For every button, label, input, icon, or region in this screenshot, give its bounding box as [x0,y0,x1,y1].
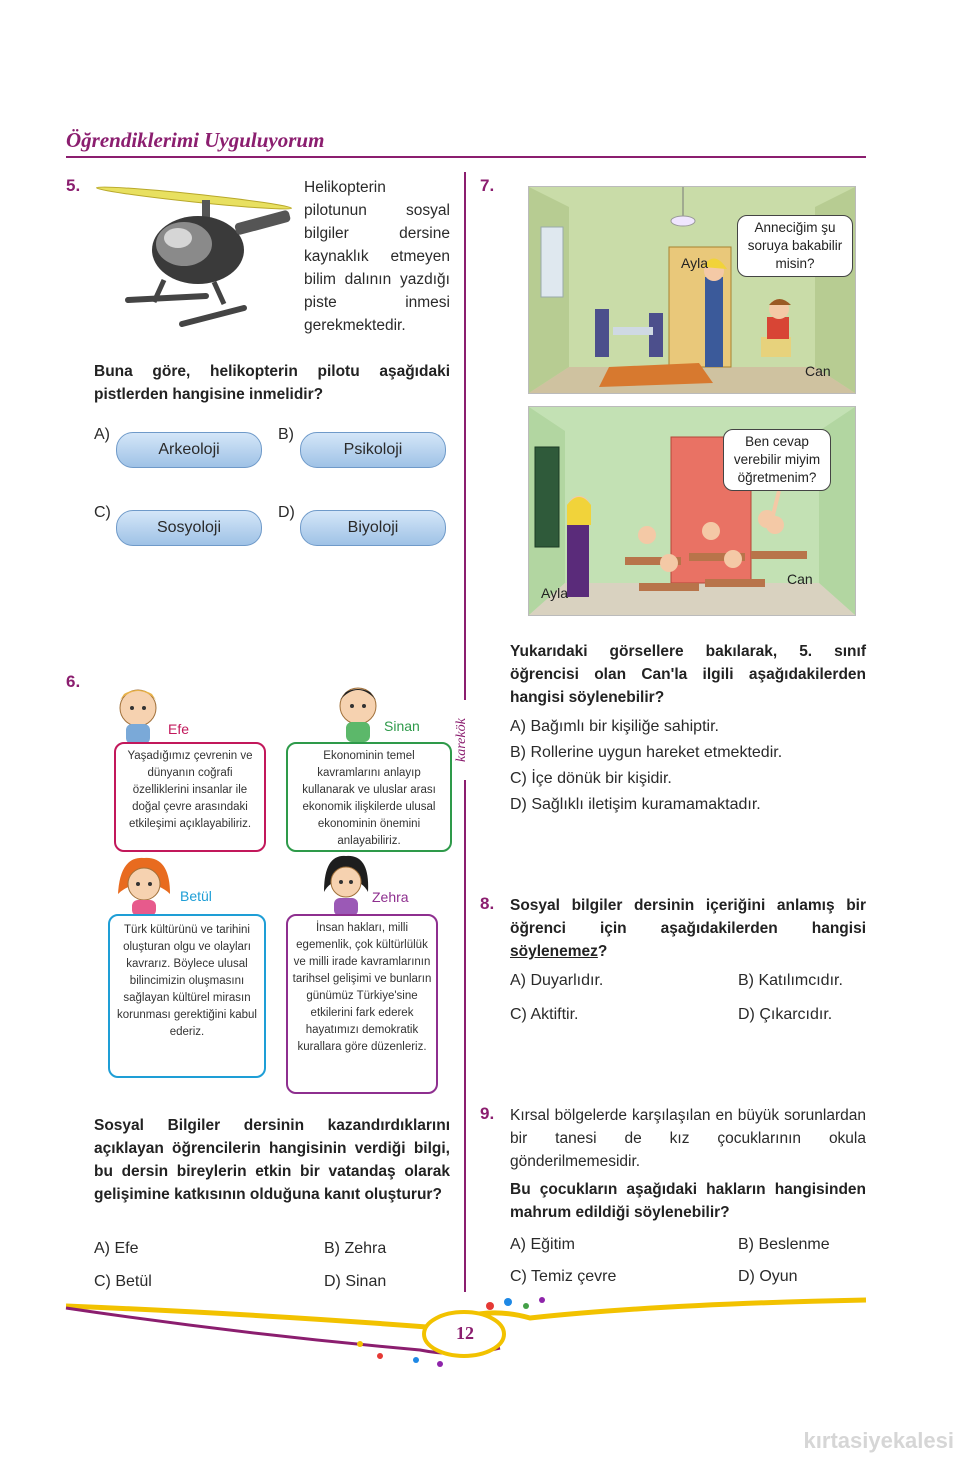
student-name-efe: Efe [168,721,190,737]
question-intro: Kırsal bölgelerde karşılaşılan en büyük sorunlardan bir tanesi de kız çocuklarının okula gönderilmemesidir. [510,1107,866,1170]
page-number: 12 [456,1323,474,1343]
option-c[interactable]: C) Temiz çevre [510,1268,617,1285]
student-zehra-statement: İnsan hakları, milli egemenlik, çok kültürlülük ve milli irade kavramlarının tarihsel gelişimi ve bunların günümüz Türkiye'sine etkilerini fark ederek hayatımızı demokratik kurallara göre düzenleriz. [286,914,438,1094]
option-a[interactable]: A) Duyarlıdır. [510,972,604,989]
student-betul-avatar [110,854,176,916]
option-d[interactable]: D) Sinan [324,1273,387,1290]
option-c[interactable]: C) Aktiftir. [510,1006,579,1023]
option-d-pill[interactable]: Biyoloji [300,510,446,546]
option-a-pill[interactable]: Arkeoloji [116,432,262,468]
option-d[interactable]: D) Çıkarcıdır. [738,1006,833,1023]
label-ayla: Ayla [541,585,568,601]
question-stem: Buna göre, helikopterin pilotu aşağıdaki pistlerden hangisine inmelidir? [94,363,450,403]
option-d[interactable]: D) Sağlıklı iletişim kuramamaktadır. [510,796,761,813]
option-c[interactable]: C) İçe dönük bir kişidir. [510,770,672,787]
student-efe-avatar [100,682,164,744]
question-stem: Yukarıdaki görsellere bakılarak, 5. sınıf öğrencisi olan Can'la ilgili aşağıdakilerden hangisi söylenebilir? [510,643,866,706]
option-b[interactable]: B) Katılımcıdır. [738,972,843,989]
student-name-sinan: Sinan [384,718,420,734]
classroom-scene [528,406,856,616]
option-letter: A) [94,426,110,443]
option-letter: D) [278,504,295,521]
side-label: karekök [454,700,476,780]
student-efe-statement: Yaşadığımız çevrenin ve dünyanın coğrafi özelliklerini insanlar ile doğal çevre arasındaki etkileşimi açıklayabiliriz. [114,742,266,852]
student-sinan-avatar [330,678,386,742]
label-can: Can [787,571,813,587]
option-b[interactable]: B) Zehra [324,1240,387,1257]
option-letter: C) [94,504,111,521]
question-intro: Helikopterin pilotunun sosyal bilgiler dersine kaynaklık etmeyen bilim dalının yazdığı piste inmesi gerekmektedir. [304,179,450,334]
student-zehra-avatar [318,852,374,916]
option-b[interactable]: B) Beslenme [738,1236,830,1253]
option-b[interactable]: B) Rollerine uygun hareket etmektedir. [510,744,783,761]
question-number: 9. [480,1104,495,1123]
option-a[interactable]: A) Eğitim [510,1236,575,1253]
student-name-zehra: Zehra [372,889,409,905]
student-speech-bubble: Ben cevap verebilir miyim öğretmenim? [723,429,831,491]
option-a[interactable]: A) Efe [94,1240,139,1257]
helicopter-illustration [94,184,294,334]
option-a[interactable]: A) Bağımlı bir kişiliğe sahiptir. [510,718,719,735]
option-letter: B) [278,426,294,443]
student-sinan-statement: Ekonominin temel kavramlarını anlayıp kullanarak ve uluslar arası ekonomik ilişkilerde ulusal ekonominin önemini anlayabiliriz. [286,742,452,852]
question-number: 5. [66,176,81,195]
question-stem: Sosyal Bilgiler dersinin kazandırdıklarını açıklayan öğrencilerin hangisinin verdiği bilgi, bu dersin bireylerin etkin bir vatandaş olarak gelişimine katkısının olduğuna kanıt oluşturur? [94,1117,450,1203]
question-stem: Bu çocukların aşağıdaki hakların hangisinden mahrum edildiği söylenebilir? [510,1181,866,1221]
site-watermark: kırtasiyekalesi [803,1428,954,1453]
option-c[interactable]: C) Betül [94,1273,152,1290]
question-stem: Sosyal bilgiler dersinin içeriğini anlamış bir öğrenci için aşağıdakilerden hangisi söylenemez? [510,897,866,960]
label-ayla: Ayla [681,255,708,271]
option-b-pill[interactable]: Psikoloji [300,432,446,468]
question-number: 6. [66,672,81,691]
header-rule [66,156,866,158]
option-c-pill[interactable]: Sosyoloji [116,510,262,546]
page-header-title: Öğrendiklerimi Uyguluyorum [66,128,325,152]
option-d[interactable]: D) Oyun [738,1268,798,1285]
student-betul-statement: Türk kültürünü ve tarihini oluşturan olgu ve olayları kavrarız. Böylece ulusal bilincimizin oluşmasını sağlayan kültürel mirasın korunması gerektiğini kabul ederiz. [108,914,266,1078]
label-can: Can [805,363,831,379]
question-number: 8. [480,894,495,913]
student-name-betul: Betül [180,888,212,904]
mother-speech-bubble: Anneciğim şu soruya bakabilir misin? [737,215,853,277]
question-number: 7. [480,176,495,195]
home-scene [528,186,856,394]
